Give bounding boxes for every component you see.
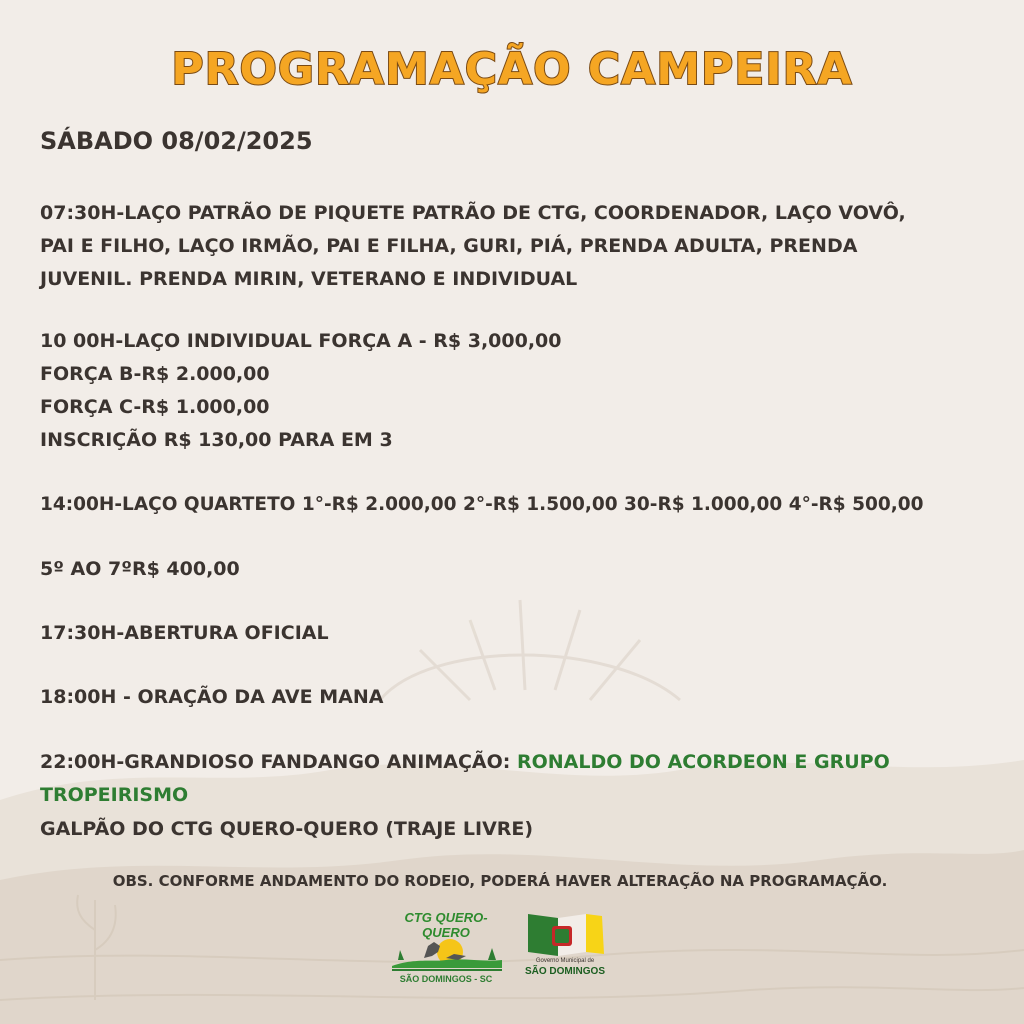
schedule-line: FORÇA B-R$ 2.000,00	[40, 363, 270, 385]
fandango-prefix: 22:00H-GRANDIOSO FANDANGO ANIMAÇÃO:	[40, 751, 517, 773]
schedule-line: JUVENIL. PRENDA MIRIN, VETERANO E INDIVIDUAL	[40, 268, 578, 290]
schedule-line: 14:00H-LAÇO QUARTETO 1°-R$ 2.000,00 2°-R$ 1.500,00 30-R$ 1.000,00 4°-R$ 500,00	[40, 494, 924, 515]
municipal-flag-icon	[524, 910, 606, 960]
schedule-line-fandango	[40, 745, 890, 779]
ctg-logo-city: SÃO DOMINGOS - SC	[399, 974, 493, 984]
schedule-line: FORÇA C-R$ 1.000,00	[40, 396, 270, 418]
schedule-line: 17:30H-ABERTURA OFICIAL	[40, 622, 329, 644]
fandango-artist-continued: TROPEIRISMO	[40, 784, 189, 806]
schedule-line: 10 00H-LAÇO INDIVIDUAL FORÇA A - R$ 3,000,00	[40, 330, 562, 352]
gov-logo-name: SÃO DOMINGOS	[524, 966, 605, 977]
schedule-line: 07:30H-LAÇO PATRÃO DE PIQUETE PATRÃO DE CTG, COORDENADOR, LAÇO VOVÔ,	[40, 202, 906, 224]
event-date: SÁBADO 08/02/2025	[40, 127, 313, 155]
schedule-line: 5º AO 7ºR$ 400,00	[40, 558, 240, 580]
schedule-line: INSCRIÇÃO R$ 130,00 PARA EM 3	[40, 429, 393, 451]
observation-note: OBS. CONFORME ANDAMENTO DO RODEIO, PODERÁ HAVER ALTERAÇÃO NA PROGRAMAÇÃO.	[112, 872, 888, 890]
schedule-line: PAI E FILHO, LAÇO IRMÃO, PAI E FILHA, GURI, PIÁ, PRENDA ADULTA, PRENDA	[40, 235, 858, 257]
schedule-line: 18:00H - ORAÇÃO DA AVE MANA	[40, 686, 384, 708]
ctg-logo-name: CTG QUERO-QUERO	[404, 910, 488, 940]
schedule-line: GALPÃO DO CTG QUERO-QUERO (TRAJE LIVRE)	[40, 818, 534, 840]
gov-logo-subtitle: Governo Municipal de	[535, 958, 595, 964]
page-title: PROGRAMAÇÃO CAMPEIRA	[171, 44, 853, 95]
ctg-quero-quero-logo	[384, 910, 508, 990]
fandango-artist: RONALDO DO ACORDEON E GRUPO	[517, 751, 890, 773]
sao-domingos-government-logo	[524, 910, 606, 980]
